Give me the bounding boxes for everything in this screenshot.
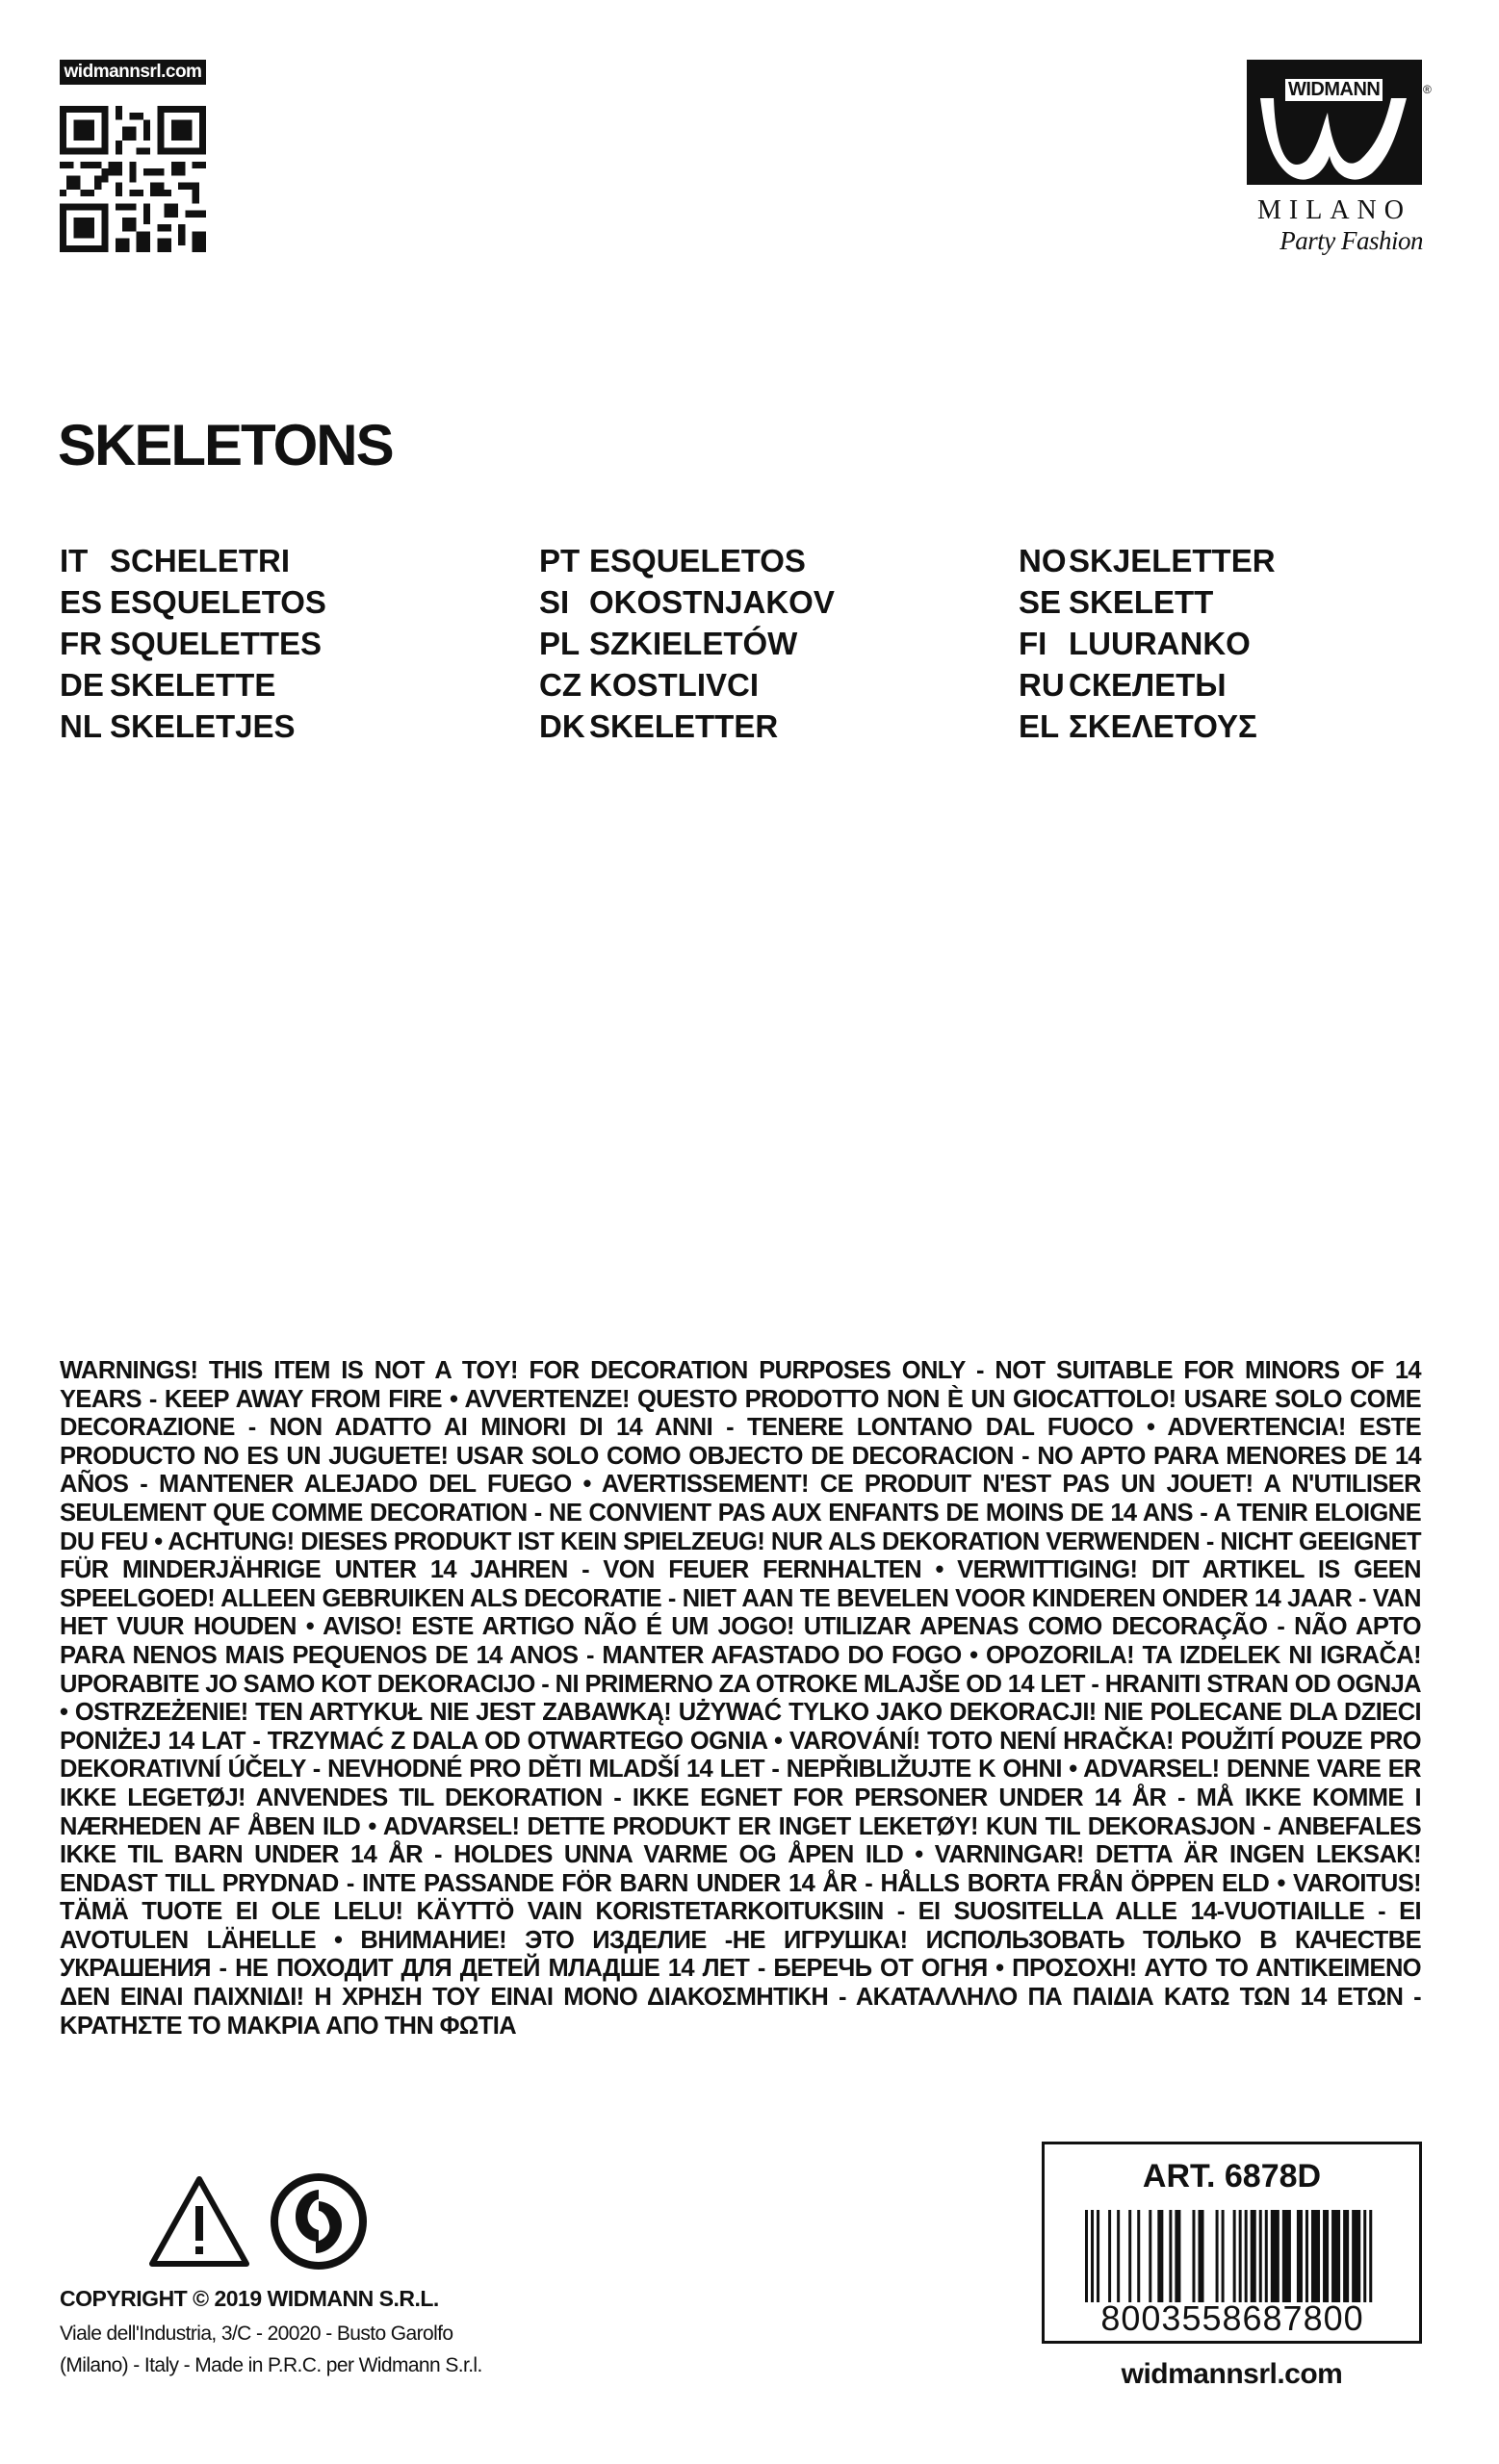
translation-item: SI OKOSTNJAKOV bbox=[539, 584, 835, 620]
qr-code-icon bbox=[60, 106, 206, 252]
barcode-bar bbox=[1245, 2210, 1248, 2302]
logo-city: MILANO bbox=[1257, 195, 1411, 225]
barcode-bar bbox=[1305, 2210, 1308, 2302]
logo-tagline: Party Fashion bbox=[1279, 226, 1423, 255]
article-number: ART. 6878D bbox=[1142, 2158, 1322, 2194]
barcode-bar bbox=[1239, 2210, 1242, 2302]
translations-column-3 bbox=[1019, 543, 1276, 750]
translation-item: FI LUURANKO bbox=[1019, 626, 1251, 661]
barcode-bar bbox=[1149, 2210, 1151, 2302]
translation-item: CZ KOSTLIVCI bbox=[539, 667, 760, 703]
website-link[interactable]: widmannsrl.com bbox=[1121, 2358, 1343, 2390]
barcode-bar bbox=[1265, 2210, 1268, 2302]
registered-mark: ® bbox=[1423, 83, 1432, 96]
barcode-bar bbox=[1282, 2210, 1291, 2302]
barcode-bar bbox=[1369, 2210, 1372, 2302]
article-box bbox=[1042, 2142, 1422, 2344]
barcode-bar bbox=[1233, 2210, 1236, 2302]
logo-brand-text: WIDMANN bbox=[1285, 79, 1383, 101]
barcode-bar bbox=[1343, 2210, 1349, 2302]
barcode-bar bbox=[1216, 2210, 1219, 2302]
barcode-bar bbox=[1097, 2210, 1099, 2302]
translation-item: ES ESQUELETOS bbox=[60, 584, 326, 620]
barcode-bar bbox=[1363, 2210, 1366, 2302]
barcode-number: 8003558687800 bbox=[1100, 2298, 1364, 2338]
warning-triangle-icon bbox=[146, 2173, 252, 2270]
barcode-bar bbox=[1352, 2210, 1360, 2302]
translations-column-2 bbox=[539, 543, 835, 750]
barcode-bar bbox=[1259, 2210, 1262, 2302]
translation-item: RU СКЕЛЕТЫ bbox=[1019, 667, 1227, 703]
barcode-bar bbox=[1323, 2210, 1329, 2302]
brand-logo bbox=[1247, 60, 1432, 185]
barcode-bar bbox=[1157, 2210, 1163, 2302]
barcode-bar bbox=[1085, 2210, 1088, 2302]
barcode-bar bbox=[1117, 2210, 1120, 2302]
barcode-bar bbox=[1331, 2210, 1340, 2302]
translation-item: SE SKELETT bbox=[1019, 584, 1214, 620]
site-tag: widmannsrl.com bbox=[60, 60, 206, 85]
barcode-bar bbox=[1297, 2210, 1303, 2302]
safety-warning-text: WARNINGS! THIS ITEM IS NOT A TOY! FOR DECORATION PURPOSES ONLY - NOT SUITABLE FOR MINORS OF 14 YEARS - KEEP AWAY FROM FIRE • AVVERTENZE! QUESTO PRODOTTO NON È UN GIOCATTOLO! USARE SOLO COME DECORAZIONE - NON ADATTO AI MINORI DI 14 ANNI - TENERE LONTANO DAL FUOCO • ADVERTENCIA! ESTE PRODUCTO NO ES UN JUGUETE! USAR SOLO COMO OBJECTO DE DECORACION - NO APTO PARA MENORES DE 14 AÑOS - MANTENER ALEJADO DEL FUEGO • AVERTISSEMENT! CE PRODUIT N'EST PAS UN JOUET! A N'UTILISER SEULEMENT QUE COMME DECORATION - NE CONVIENT PAS AUX ENFANTS DE MOINS DE 14 ANS - A TENIR ELOIGNE DU FEU • ACHTUNG! DIESES PRODUKT IST KEIN SPIELZEUG! NUR ALS DEKORATION VERWENDEN - NICHT GEEIGNET FÜR MINDERJÄHRIGE UNTER 14 JAHREN - VON FEUER FERNHALTEN • VERWITTIGING! DIT ARTIKEL IS GEEN SPEELGOED! ALLEEN GEBRUIKEN ALS DECORATIE - NIET AAN TE BEVELEN VOOR KINDEREN ONDER 14 JAAR - VAN HET VUUR HOUDEN • AVISO! ESTE ARTIGO NÃO É UM JOGO! UTILIZAR APENAS COMO DECORAÇÃO - NÃO APTO PARA NENOS MAIS PEQUENOS DE 14 ANOS - MANTER AFASTADO DO FOGO • OPOZORILA! TA IZDELEK NI IGRAČA! UPORABITE JO SAMO KOT DEKORACIJO - NI PRIMERNO ZA OTROKE MLAJŠE OD 14 LET - HRANITI STRAN OD OGNJA • OSTRZEŻENIE! TEN ARTYKUŁ NIE JEST ZABAWKĄ! UŻYWAĆ TYLKO JAKO DEKORACJI! NIE POLECANE DLA DZIECI PONIŻEJ 14 LAT - TRZYMAĆ Z DALA OD OTWARTEGO OGNIA • VAROVÁNÍ! TOTO NENÍ HRAČKA! POUŽITÍ POUZE PRO DEKORATIVNÍ ÚČELY - NEVHODNÉ PRO DĚTI MLADŠÍ 14 LET - NEPŘIBLIŽUJTE K OHNI • ADVARSEL! DENNE VARE ER IKKE LEGETØJ! ANVENDES TIL DEKORATION - IKKE EGNET FOR PERSONER UNDER 14 ÅR - MÅ IKKE KOMME I NÆRHEDEN AF ÅBEN ILD • ADVARSEL! DETTE PRODUKT ER INGET LEKETØY! KUN TIL DEKORASJON - ANBEFALES IKKE TIL BARN UNDER 14 ÅR - HOLDES UNNA VARME OG ÅPEN ILD • VARNINGAR! DETTA ÄR INGEN LEKSAK! ENDAST TILL PRYDNAD - INTE PASSANDE FÖR BARN UNDER 14 ÅR - HÅLLS BORTA FRÅN ÖPPEN ELD • VAROITUS! TÄMÄ TUOTE EI OLE LELU! KÄYTTÖ VAIN KORISTETARKOITUKSIIN - EI SUOSITELLA ALLE 14-VUOTIAILLE - EI AVOTULEN LÄHELLE • ВНИМАНИЕ! ЭТО ИЗДЕЛИЕ -НЕ ИГРУШКА! ИСПОЛЬЗОВАТЬ ТОЛЬКО В КАЧЕСТВЕ УКРАШЕНИЯ - НЕ ПОХОДИТ ДЛЯ ДЕТЕЙ МЛАДШЕ 14 ЛЕТ - БЕРЕЧЬ ОТ ОГНЯ • ΠΡΟΣΟΧΗ! ΑΥΤΟ ΤΟ ΑΝΤΙΚΕΙΜΕΝΟ ΔΕΝ ΕΙΝΑΙ ΠΑΙΧΝΙΔΙ! Η ΧΡΗΣΗ ΤΟΥ ΕΙΝΑΙ ΜΟΝΟ ΔΙΑΚΟΣΜΗΤΙΚΗ - ΑΚΑΤΑΛΛΗΛΟ ΠΑ ΠΑΙΔΙΑ ΚΑΤΩ ΤΩΝ 14 ΕΤΩΝ - ΚΡΑΤΗΣΤΕ ΤΟ ΜΑΚΡΙΑ ΑΠΟ ΤΗΝ ΦΩΤΙΑ bbox=[60, 1357, 1421, 2040]
translation-item: PT ESQUELETOS bbox=[539, 543, 806, 578]
barcode-bar bbox=[1311, 2210, 1320, 2302]
translation-item: NOSKJELETTER bbox=[1019, 543, 1276, 578]
barcode-bar bbox=[1222, 2210, 1225, 2302]
translation-item: DE SKELETTE bbox=[60, 667, 276, 703]
green-dot-recycle-icon bbox=[268, 2170, 370, 2272]
translation-item: NL SKELETJES bbox=[60, 708, 296, 744]
barcode-bar bbox=[1169, 2210, 1172, 2302]
barcode-bar bbox=[1108, 2210, 1111, 2302]
barcode-bar bbox=[1137, 2210, 1140, 2302]
barcode-bar bbox=[1175, 2210, 1180, 2302]
translation-item: EL ΣΚΕΛΕΤΟΥΣ bbox=[1019, 708, 1257, 744]
barcode-bar bbox=[1251, 2210, 1256, 2302]
barcode-bar bbox=[1198, 2210, 1203, 2302]
address-line-2: (Milano) - Italy - Made in P.R.C. per Widmann S.r.l. bbox=[60, 2354, 482, 2376]
translation-item: PL SZKIELETÓW bbox=[539, 626, 798, 661]
translation-item: DK SKELETTER bbox=[539, 708, 779, 744]
page-title: SKELETONS bbox=[58, 413, 393, 477]
barcode-bar bbox=[1271, 2210, 1279, 2302]
translations-column-1 bbox=[60, 543, 326, 750]
translation-item: IT SCHELETRI bbox=[60, 543, 291, 578]
barcode-icon bbox=[1085, 2210, 1391, 2302]
barcode-bar bbox=[1091, 2210, 1094, 2302]
barcode-bar bbox=[1128, 2210, 1131, 2302]
copyright-text: COPYRIGHT © 2019 WIDMANN S.R.L. bbox=[60, 2286, 439, 2311]
translation-item: FR SQUELETTES bbox=[60, 626, 323, 661]
address-line-1: Viale dell'Industria, 3/C - 20020 - Busto Garolfo bbox=[60, 2323, 453, 2345]
barcode-bar bbox=[1192, 2210, 1195, 2302]
